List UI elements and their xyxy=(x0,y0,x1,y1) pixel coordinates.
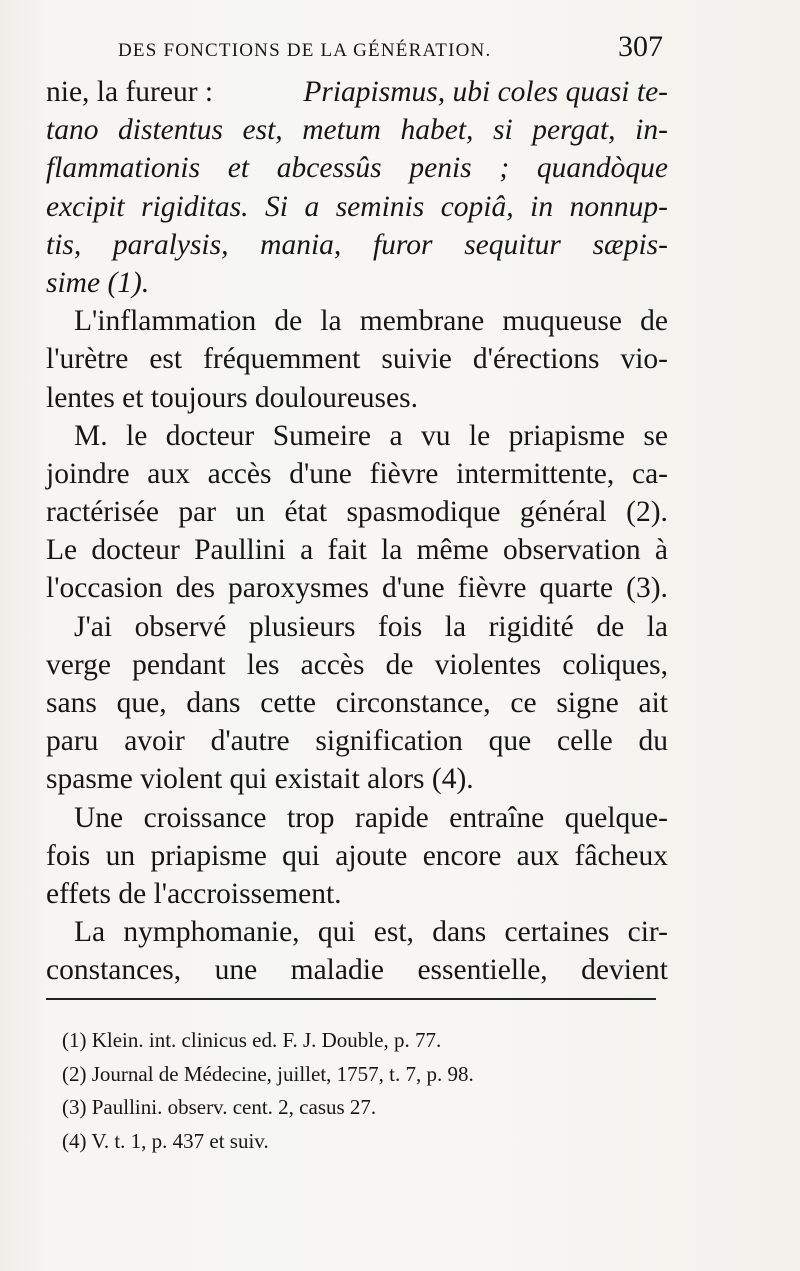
word: vio- xyxy=(620,343,668,376)
word: état xyxy=(284,496,328,529)
word: observé xyxy=(134,610,227,643)
word: aux xyxy=(516,839,560,872)
word: fréquemment xyxy=(203,343,361,376)
word: excipit xyxy=(46,190,125,223)
word: Sumeire xyxy=(272,419,371,452)
text-line: effets de l'accroissement. xyxy=(46,877,342,910)
footnote-divider xyxy=(46,998,656,1000)
word: Le xyxy=(46,534,78,567)
word: metum xyxy=(302,114,381,147)
word: se xyxy=(643,419,668,452)
text-line xyxy=(46,913,668,951)
word: priapisme xyxy=(150,839,267,872)
word: maladie xyxy=(290,954,384,987)
word: abcessûs xyxy=(276,152,382,185)
word: cette xyxy=(260,687,316,719)
text-line-roman-part: nie, la fureur : xyxy=(46,76,221,108)
word: le xyxy=(468,419,491,452)
word: circonstance, xyxy=(335,687,491,719)
word: les xyxy=(246,648,280,681)
text-line xyxy=(46,646,668,684)
word: ajoute xyxy=(335,839,408,872)
word: pendant xyxy=(132,648,226,681)
word: ce xyxy=(510,687,537,719)
word: que, xyxy=(116,687,167,719)
word: et xyxy=(227,152,250,185)
word: signe xyxy=(556,687,619,719)
word: J'ai xyxy=(74,610,113,643)
word: muqueuse xyxy=(502,305,622,338)
word: la xyxy=(381,534,403,567)
word: a xyxy=(304,190,320,223)
running-head: DES FONCTIONS DE LA GÉNÉRATION. xyxy=(118,40,492,61)
word: si xyxy=(492,114,513,147)
word: penis xyxy=(409,152,472,185)
word: dans xyxy=(186,687,241,719)
word: priapisme xyxy=(508,419,625,452)
word: par xyxy=(178,496,217,529)
word: pergat, xyxy=(532,114,616,147)
word: seminis xyxy=(335,190,425,223)
page-header xyxy=(118,30,663,64)
word: des xyxy=(175,572,216,605)
word: à xyxy=(654,534,668,567)
text-line xyxy=(46,111,668,149)
word: docteur xyxy=(165,419,255,452)
text-line xyxy=(46,493,668,531)
word: l'urètre xyxy=(46,343,129,376)
word: furor xyxy=(372,228,433,261)
text-line xyxy=(46,608,668,646)
text-line: spasme violent qui existait alors (4). xyxy=(46,763,474,796)
word: est xyxy=(149,343,183,376)
word: Une xyxy=(74,801,124,834)
word: quarte xyxy=(539,572,614,605)
word: flammationis xyxy=(46,152,201,185)
text-line xyxy=(46,226,668,264)
text-line xyxy=(46,417,668,455)
word: plusieurs xyxy=(248,610,356,643)
word: violentes xyxy=(434,648,542,681)
word: qui xyxy=(317,916,356,949)
text-line xyxy=(46,302,668,340)
word: d'autre xyxy=(210,725,290,758)
word: de xyxy=(274,305,303,338)
word: nymphomanie, xyxy=(123,916,300,949)
word: avoir xyxy=(124,725,185,758)
word: d'érections xyxy=(472,343,600,376)
word: (2). xyxy=(626,496,668,529)
word: de xyxy=(640,305,668,338)
footnote: (2) Journal de Médecine, juillet, 1757, t. 7, p. 98. xyxy=(62,1061,474,1086)
word: fâcheux xyxy=(574,839,668,872)
footnote: (1) Klein. int. clinicus ed. F. J. Double, p. 77. xyxy=(62,1028,442,1052)
word: joindre xyxy=(46,457,130,490)
word: tis, xyxy=(46,228,82,261)
word: cir- xyxy=(627,916,668,949)
word: quelque- xyxy=(564,801,668,834)
text-line xyxy=(46,340,668,378)
word: est, xyxy=(373,916,414,949)
word: in xyxy=(530,190,554,223)
word: observation xyxy=(502,534,641,567)
page-number: 307 xyxy=(618,30,663,63)
word: (3). xyxy=(626,572,668,605)
text-line xyxy=(46,455,668,493)
word: du xyxy=(638,725,668,758)
word: la xyxy=(320,305,342,338)
word: de xyxy=(596,610,625,643)
word: fièvre xyxy=(369,457,439,490)
word: paroxysmes xyxy=(228,572,369,605)
word: certaines xyxy=(504,916,610,949)
text-line xyxy=(46,799,668,837)
word: dans xyxy=(432,916,487,949)
word: Paullini xyxy=(194,534,286,567)
footnote: (4) V. t. 1, p. 437 et suiv. xyxy=(62,1128,269,1153)
word: rigiditas. xyxy=(141,190,249,223)
word: fois xyxy=(377,610,423,643)
word: l'occasion xyxy=(46,572,163,605)
text-line xyxy=(46,149,668,187)
word: signification xyxy=(315,725,463,758)
word: la xyxy=(444,610,467,643)
word: d'une xyxy=(289,457,352,490)
word: membrane xyxy=(359,305,485,338)
text-line xyxy=(46,188,668,226)
word: rigidité xyxy=(488,610,574,643)
word: essentielle, xyxy=(417,954,548,987)
word: sæpis- xyxy=(592,228,668,261)
word: verge xyxy=(46,648,111,681)
word: docteur xyxy=(91,534,180,567)
footnotes xyxy=(62,1024,622,1158)
word: nonnup- xyxy=(569,190,668,223)
word: un xyxy=(235,496,266,529)
word: constances, xyxy=(46,954,182,987)
word: intermittente, xyxy=(456,457,615,490)
word: paralysis, xyxy=(112,228,229,261)
word: M. xyxy=(74,419,108,452)
text-line: sime (1). xyxy=(46,266,150,299)
text-line-italic-part: Priapismus, ubi coles quasi te- xyxy=(303,76,668,108)
word: ait xyxy=(638,687,668,719)
word: fièvre xyxy=(457,572,527,605)
word: habet, xyxy=(400,114,474,147)
word: devient xyxy=(581,954,668,987)
word: a xyxy=(389,419,403,452)
word: même xyxy=(416,534,489,567)
word: ca- xyxy=(631,457,668,490)
word: Si xyxy=(265,190,288,223)
word: aux xyxy=(147,457,190,490)
word: distentus xyxy=(118,114,223,147)
text-line xyxy=(46,837,668,875)
word: a xyxy=(300,534,314,567)
word: une xyxy=(214,954,258,987)
word: le xyxy=(126,419,148,452)
text-line xyxy=(46,951,668,989)
word: accès xyxy=(300,648,365,681)
word: trop xyxy=(287,801,335,834)
word: de xyxy=(385,648,414,681)
word: général xyxy=(519,496,607,529)
word: ; xyxy=(499,152,510,185)
word: spasmodique xyxy=(346,496,501,529)
word: fois xyxy=(46,839,91,872)
word: ractérisée xyxy=(46,496,159,529)
word: qui xyxy=(282,839,320,872)
word: est, xyxy=(242,114,283,147)
text-line xyxy=(46,569,668,607)
word: fait xyxy=(327,534,367,567)
word: croissance xyxy=(143,801,267,834)
word: quandòque xyxy=(536,152,668,185)
word: sans xyxy=(46,687,97,719)
body-text xyxy=(46,73,668,990)
text-line xyxy=(46,684,668,722)
word: in- xyxy=(635,114,668,147)
word: mania, xyxy=(260,228,342,261)
word: copiâ, xyxy=(440,190,514,223)
footnote: (3) Paullini. observ. cent. 2, casus 27. xyxy=(62,1095,377,1119)
word: d'une xyxy=(381,572,445,605)
word: tano xyxy=(46,114,99,147)
word: un xyxy=(105,839,136,872)
word: suivie xyxy=(381,343,452,376)
word: rapide xyxy=(355,801,429,834)
word: vu xyxy=(420,419,451,452)
word: coliques, xyxy=(562,648,668,681)
text-line xyxy=(46,722,668,760)
word: accès xyxy=(207,457,272,490)
word: La xyxy=(74,916,106,949)
word: la xyxy=(646,610,668,643)
word: que xyxy=(488,725,532,758)
text-line xyxy=(46,531,668,569)
word: paru xyxy=(46,725,99,758)
word: celle xyxy=(556,725,613,758)
text-line: lentes et toujours douloureuses. xyxy=(46,381,418,414)
word: sequitur xyxy=(464,228,561,261)
word: encore xyxy=(422,839,502,872)
text-line xyxy=(46,73,668,111)
word: entraîne xyxy=(449,801,545,834)
word: L'inflammation xyxy=(74,305,257,338)
